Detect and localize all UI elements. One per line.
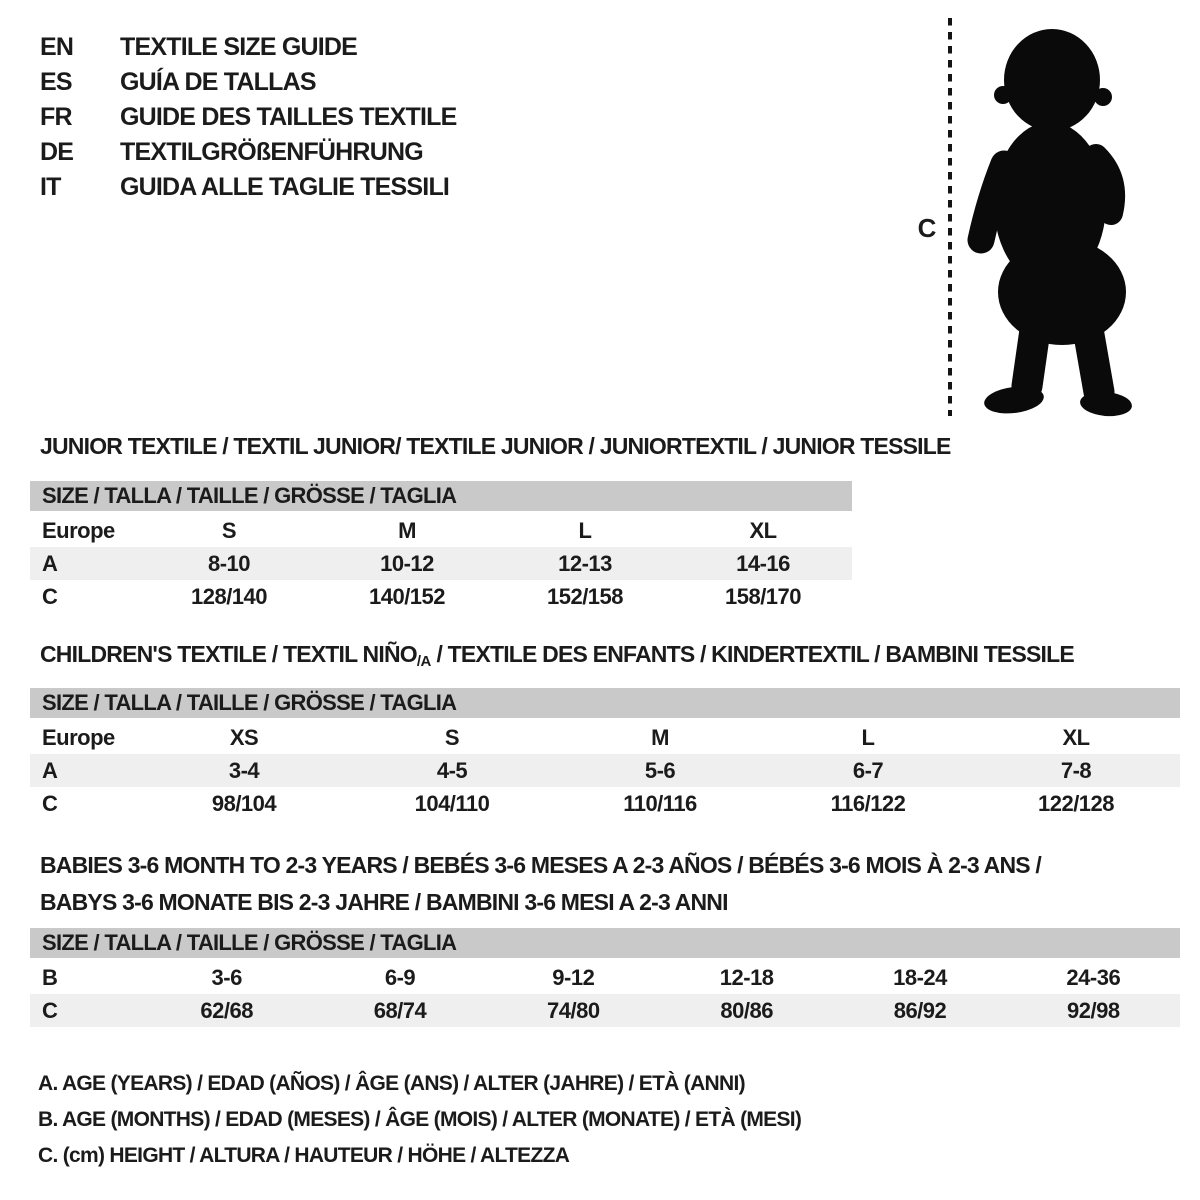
table-cell: 7-8 (1060, 757, 1092, 783)
table-cell: 98/104 (211, 790, 277, 816)
table-cell: 62/68 (200, 997, 253, 1023)
babies-section-title (40, 847, 1041, 921)
legend-line-a: A. AGE (YEARS) / EDAD (AÑOS) / ÂGE (ANS) / ALTER (JAHRE) / ETÀ (ANNI) (38, 1072, 745, 1095)
table-cell: 6-9 (384, 964, 416, 990)
row-label: Europe (42, 724, 115, 750)
toddler-silhouette-icon (962, 14, 1137, 417)
table-header: SIZE / TALLA / TAILLE / GRÖSSE / TAGLIA (30, 928, 1180, 958)
babies-title-line1: BABIES 3-6 MONTH TO 2-3 YEARS / BEBÉS 3-6 MESES A 2-3 AÑOS / BÉBÉS 3-6 MOIS À 2-3 ANS / (40, 852, 1042, 878)
table-row (30, 547, 852, 580)
language-row (40, 170, 457, 205)
table-cell: 5-6 (644, 757, 676, 783)
height-measure-label: C (917, 213, 937, 243)
table-cell: 9-12 (552, 964, 595, 990)
table-cell: 158/170 (724, 583, 802, 609)
language-row (40, 100, 457, 135)
table-cell: S (221, 517, 237, 543)
table-cell: M (398, 517, 416, 543)
row-label: A (42, 550, 58, 576)
children-size-table (30, 688, 1180, 820)
guide-title: TEXTILGRÖßENFÜHRUNG (120, 138, 423, 166)
language-row (40, 65, 457, 100)
table-cell: XL (1062, 724, 1090, 750)
table-cell: 92/98 (1067, 997, 1120, 1023)
table-cell: S (444, 724, 460, 750)
table-cell: 74/80 (547, 997, 600, 1023)
table-cell: 104/110 (414, 790, 490, 816)
language-code: FR (40, 103, 72, 131)
table-cell: 3-6 (211, 964, 242, 990)
table-header: SIZE / TALLA / TAILLE / GRÖSSE / TAGLIA (30, 688, 1180, 718)
table-cell: 80/86 (720, 997, 773, 1023)
table-cell: XS (229, 724, 259, 750)
table-row (30, 580, 852, 613)
babies-title-line2: BABYS 3-6 MONATE BIS 2-3 JAHRE / BAMBINI 3-6 MESI A 2-3 ANNI (40, 889, 728, 915)
language-title-list (40, 30, 457, 205)
measurement-legend (38, 1066, 801, 1174)
row-label: C (42, 790, 58, 816)
table-cell: 116/122 (830, 790, 906, 816)
table-row (30, 787, 1180, 820)
table-cell: 4-5 (436, 757, 468, 783)
children-title-text: / TEXTILE DES ENFANTS / KINDERTEXTIL / BAMBINI TESSILE (430, 641, 1074, 667)
legend-line-c: C. (cm) HEIGHT / ALTURA / HAUTEUR / HÖHE / ALTEZZA (38, 1144, 570, 1167)
table-cell: 10-12 (380, 550, 434, 576)
junior-section-title: JUNIOR TEXTILE / TEXTIL JUNIOR/ TEXTILE JUNIOR / JUNIORTEXTIL / JUNIOR TESSILE (40, 433, 951, 459)
language-row (40, 30, 457, 65)
table-cell: 12-13 (558, 550, 612, 576)
table-cell: 110/116 (623, 790, 697, 816)
babies-size-table (30, 928, 1180, 1027)
table-row (30, 514, 852, 547)
table-cell: 68/74 (373, 997, 427, 1023)
language-code: DE (40, 138, 74, 166)
table-cell: 24-36 (1066, 964, 1121, 990)
table-cell: 8-10 (207, 550, 251, 576)
table-cell: 14-16 (736, 550, 790, 576)
guide-title: TEXTILE SIZE GUIDE (120, 33, 358, 61)
row-label: C (42, 583, 58, 609)
guide-title: GUIDA ALLE TAGLIE TESSILI (120, 173, 450, 201)
table-cell: 140/152 (368, 583, 446, 609)
table-row (30, 754, 1180, 787)
table-header: SIZE / TALLA / TAILLE / GRÖSSE / TAGLIA (30, 481, 852, 511)
children-title-subscript: /A (416, 653, 431, 670)
guide-title: GUÍA DE TALLAS (120, 68, 316, 96)
table-cell: 122/128 (1037, 790, 1115, 816)
language-code: IT (40, 173, 61, 201)
table-cell: XL (749, 517, 777, 543)
children-title-text: CHILDREN'S TEXTILE / TEXTIL NIÑO (40, 641, 417, 667)
table-row (30, 994, 1180, 1027)
table-row (30, 961, 1180, 994)
language-row (40, 135, 457, 170)
row-label: B (42, 964, 58, 990)
legend-line-b: B. AGE (MONTHS) / EDAD (MESES) / ÂGE (MOIS) / ALTER (MONATE) / ETÀ (MESI) (38, 1108, 802, 1131)
height-measure-dashed-line (948, 18, 952, 416)
guide-title: GUIDE DES TAILLES TEXTILE (120, 103, 457, 131)
table-cell: 6-7 (852, 757, 884, 783)
children-section-title (40, 641, 1074, 670)
table-cell: M (651, 724, 669, 750)
row-label: C (42, 997, 58, 1023)
table-cell: 3-4 (228, 757, 260, 783)
table-cell: 18-24 (893, 964, 947, 990)
table-row (30, 721, 1180, 754)
junior-size-table (30, 481, 852, 613)
language-code: ES (40, 68, 72, 96)
table-cell: 152/158 (546, 583, 624, 609)
table-cell: L (861, 724, 875, 750)
table-cell: L (578, 517, 592, 543)
table-cell: 128/140 (190, 583, 268, 609)
language-code: EN (40, 33, 74, 61)
row-label: A (42, 757, 58, 783)
row-label: Europe (42, 517, 115, 543)
table-cell: 86/92 (893, 997, 947, 1023)
table-cell: 12-18 (719, 964, 774, 990)
